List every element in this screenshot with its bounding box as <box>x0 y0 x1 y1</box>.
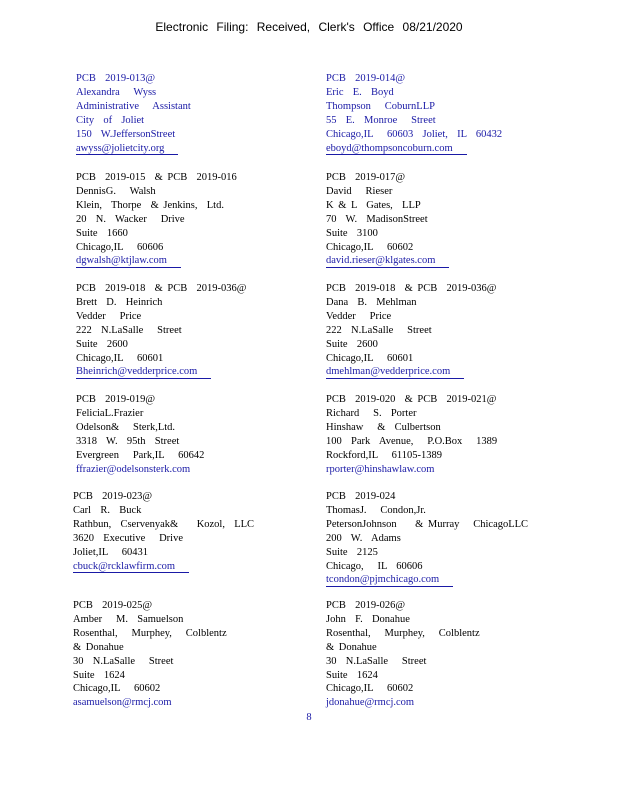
entry-line: 55 E. Monroe Street <box>326 114 436 126</box>
page-number: 8 <box>306 712 312 723</box>
service-entry-9 <box>73 490 308 573</box>
entry-line: Chicago,IL 60603 Joliet, IL 60432 <box>326 128 503 140</box>
email-link[interactable]: dgwalsh@ktjlaw.com <box>76 255 181 268</box>
entry-line: Brett D. Heinrich <box>76 296 163 308</box>
entry-line: Carl R. Buck <box>73 504 142 516</box>
entry-line: Eric E. Boyd <box>326 86 394 98</box>
entry-line: K & L Gates, LLP <box>326 199 421 211</box>
entry-line: PCB 2019-020 & PCB 2019-021@ <box>326 394 497 405</box>
entry-line: Rosenthal, Murphey, Colblentz <box>73 627 227 639</box>
service-entry-12 <box>326 599 561 710</box>
entry-line: Joliet,IL 60431 <box>73 546 149 558</box>
email-link[interactable]: rporter@hinshawlaw.com <box>326 463 435 475</box>
service-entry-8 <box>326 393 561 476</box>
entry-line: Suite 2125 <box>326 546 378 558</box>
entry-line: Rockford,IL 61105-1389 <box>326 449 443 461</box>
entry-line: John F. Donahue <box>326 613 410 625</box>
entry-line: Thompson CoburnLLP <box>326 100 435 112</box>
entry-line: PCB 2019-025@ <box>73 600 153 611</box>
entry-line: Chicago,IL 60602 <box>326 683 414 695</box>
entry-line: Odelson& Sterk,Ltd. <box>76 421 176 433</box>
entry-line: Suite 3100 <box>326 227 378 239</box>
entry-line: PetersonJohnson & Murray ChicagoLLC <box>326 518 529 530</box>
service-entry-2 <box>326 72 561 155</box>
entry-line: & Donahue <box>326 641 377 653</box>
entry-line: Chicago, IL 60606 <box>326 560 423 572</box>
entry-line: Chicago,IL 60606 <box>76 241 164 253</box>
entry-line: PCB 2019-018 & PCB 2019-036@ <box>326 283 497 294</box>
entry-line: Administrative Assistant <box>76 100 191 112</box>
service-entry-3 <box>76 171 311 268</box>
entry-line: 3318 W. 95th Street <box>76 435 180 447</box>
entry-line: Vedder Price <box>76 310 142 322</box>
email-link[interactable]: ffrazier@odelsonsterk.com <box>76 463 191 475</box>
entry-line: PCB 2019-024 <box>326 491 396 502</box>
entry-line: Suite 1624 <box>326 669 378 681</box>
entry-line: Chicago,IL 60602 <box>73 683 161 695</box>
entry-line: PCB 2019-013@ <box>76 73 156 84</box>
entry-line: Amber M. Samuelson <box>73 613 184 625</box>
entry-line: PCB 2019-019@ <box>76 394 156 405</box>
email-link[interactable]: jdonahue@rmcj.com <box>326 697 415 709</box>
entry-line: PCB 2019-023@ <box>73 491 153 502</box>
entry-line: Vedder Price <box>326 310 392 322</box>
service-entry-1 <box>76 72 311 155</box>
entry-line: 222 N.LaSalle Street <box>76 324 182 336</box>
entry-line: PCB 2019-015 & PCB 2019-016 <box>76 172 237 183</box>
entry-line: ThomasJ. Condon,Jr. <box>326 504 426 516</box>
entry-line: PCB 2019-017@ <box>326 172 406 183</box>
entry-line: 100 Park Avenue, P.O.Box 1389 <box>326 435 498 447</box>
email-link[interactable]: eboyd@thompsoncoburn.com <box>326 143 467 156</box>
entry-line: PCB 2019-026@ <box>326 600 406 611</box>
entry-line: David Rieser <box>326 185 393 197</box>
entry-line: Evergreen Park,IL 60642 <box>76 449 205 461</box>
service-entry-5 <box>76 282 311 379</box>
entry-line: Suite 1624 <box>73 669 125 681</box>
entry-line: Klein, Thorpe & Jenkins, Ltd. <box>76 199 224 211</box>
entry-line: Rosenthal, Murphey, Colblentz <box>326 627 480 639</box>
service-entry-7 <box>76 393 311 476</box>
entry-line: Rathbun, Cservenyak& Kozol, LLC <box>73 518 255 530</box>
entry-line: 30 N.LaSalle Street <box>73 655 174 667</box>
filing-stamp-header: Electronic Filing: Received, Clerk's Office 08/21/2020 <box>155 20 463 34</box>
entry-line: 70 W. MadisonStreet <box>326 213 428 225</box>
entry-line: PCB 2019-014@ <box>326 73 406 84</box>
entry-line: Suite 2600 <box>326 338 378 350</box>
email-link[interactable]: tcondon@pjmchicago.com <box>326 574 453 587</box>
entry-line: Suite 2600 <box>76 338 128 350</box>
entry-line: FeliciaL.Frazier <box>76 407 144 419</box>
entry-line: Chicago,IL 60601 <box>326 352 414 364</box>
entry-line: DennisG. Walsh <box>76 185 156 197</box>
entry-line: 150 W.JeffersonStreet <box>76 128 176 140</box>
entry-line: Dana B. Mehlman <box>326 296 417 308</box>
service-entry-10 <box>326 490 561 587</box>
email-link[interactable]: awyss@jolietcity.org <box>76 143 178 156</box>
entry-line: Chicago,IL 60601 <box>76 352 164 364</box>
email-link[interactable]: cbuck@rcklawfirm.com <box>73 561 189 574</box>
entry-line: Chicago,IL 60602 <box>326 241 414 253</box>
entry-line: Hinshaw & Culbertson <box>326 421 441 433</box>
entry-line: 3620 Executive Drive <box>73 532 184 544</box>
entry-line: & Donahue <box>73 641 124 653</box>
entry-line: 20 N. Wacker Drive <box>76 213 185 225</box>
email-link[interactable]: dmehlman@vedderprice.com <box>326 366 464 379</box>
entry-line: 30 N.LaSalle Street <box>326 655 427 667</box>
entry-line: Alexandra Wyss <box>76 86 157 98</box>
entry-line: 222 N.LaSalle Street <box>326 324 432 336</box>
entry-line: Richard S. Porter <box>326 407 417 419</box>
entry-line: 200 W. Adams <box>326 532 401 544</box>
entry-line: City of Joliet <box>76 114 145 126</box>
service-entry-4 <box>326 171 561 268</box>
service-entry-6 <box>326 282 561 379</box>
entry-line: Suite 1660 <box>76 227 128 239</box>
email-link[interactable]: Bheinrich@vedderprice.com <box>76 366 211 379</box>
service-entry-11 <box>73 599 308 710</box>
email-link[interactable]: asamuelson@rmcj.com <box>73 697 172 709</box>
email-link[interactable]: david.rieser@klgates.com <box>326 255 449 268</box>
entry-line: PCB 2019-018 & PCB 2019-036@ <box>76 283 247 294</box>
